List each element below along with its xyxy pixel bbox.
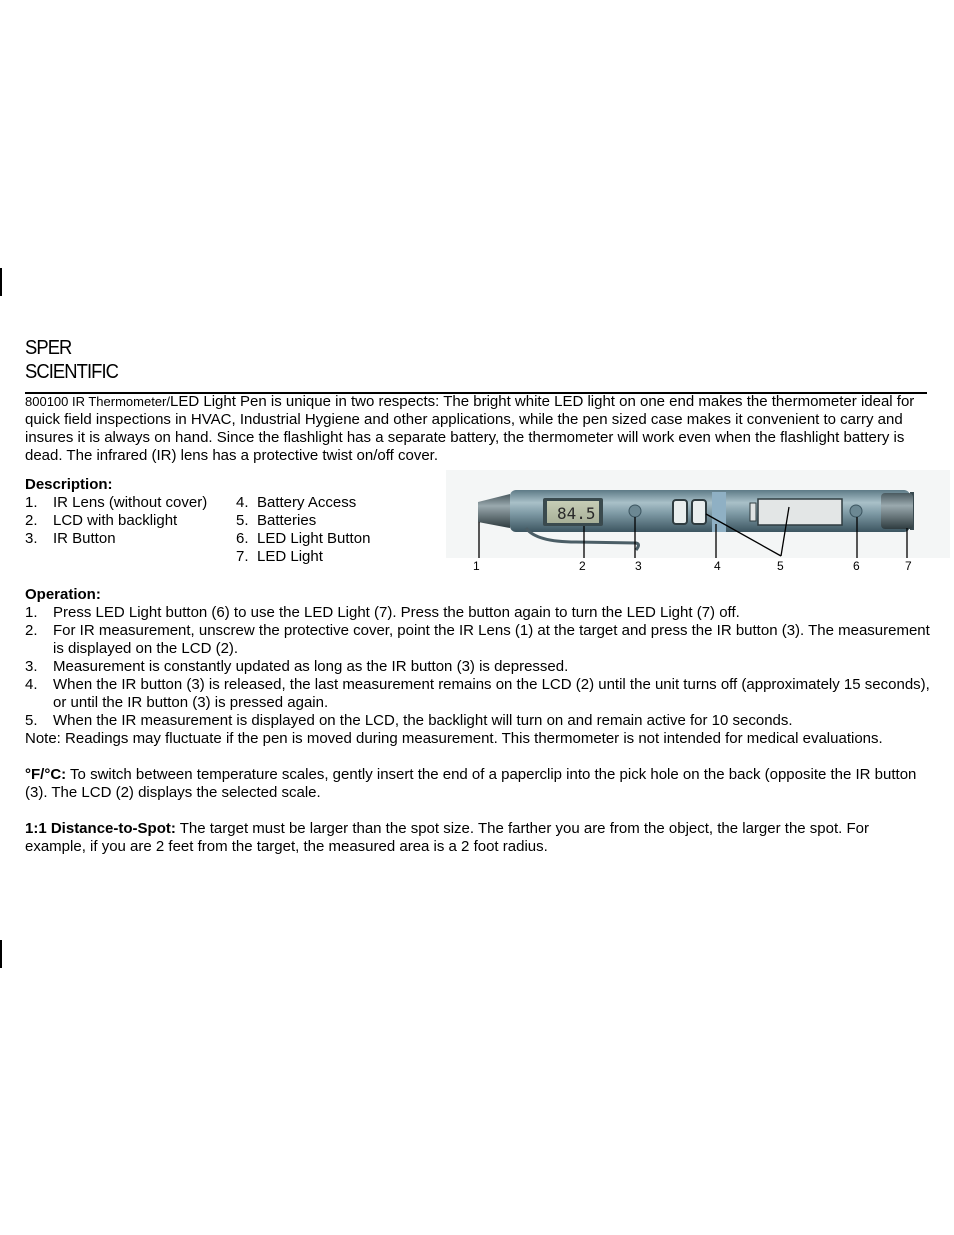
- logo-line-1: SPER: [25, 337, 72, 359]
- battery-access-1: [673, 500, 687, 524]
- intro-paragraph: [25, 393, 930, 465]
- item-number: 4.: [25, 676, 38, 693]
- callout-6: 6: [853, 559, 860, 573]
- scale-label: °F/°C:: [25, 766, 67, 783]
- item-number: 5.: [25, 712, 38, 729]
- distance-text: The target must be larger than the spot size. The farther you are from the object, the larger the spot. For example, if you are 2 feet from the target, the measured area is a 2 foot radius.: [25, 820, 869, 855]
- list-item: [236, 530, 370, 548]
- operation-list: [25, 604, 930, 748]
- battery-cell: [758, 499, 842, 525]
- item-label: IR Lens (without cover): [53, 494, 208, 511]
- item-text: For IR measurement, unscrew the protective cover, point the IR Lens (1) at the target and press the IR button (3). The measurement is displayed on the LCD (2).: [53, 622, 930, 657]
- led-light: [881, 493, 913, 529]
- scale-text: To switch between temperature scales, gently insert the end of a paperclip into the pick hole on the back (opposite the IR button (3). The LCD (2) displays the selected scale.: [25, 766, 917, 801]
- list-item: [25, 658, 930, 676]
- description-list-2: [236, 494, 370, 566]
- callout-labels: [473, 559, 912, 573]
- list-item: [25, 622, 930, 658]
- item-number: 2.: [25, 512, 38, 529]
- item-text: Press LED Light button (6) to use the LED Light (7). Press the button again to turn the LED Light (7) off.: [53, 604, 740, 621]
- battery-tip: [750, 503, 756, 521]
- item-number: 7.: [236, 548, 249, 565]
- item-label: Batteries: [257, 512, 317, 529]
- item-text: Measurement is constantly updated as long as the IR button (3) is depressed.: [53, 658, 569, 675]
- lcd-reading: 84.5: [557, 504, 596, 523]
- list-item: [236, 548, 370, 566]
- item-label: IR Button: [53, 530, 116, 547]
- list-item: [25, 676, 930, 712]
- item-number: 6.: [236, 530, 249, 547]
- operation-note: Note: Readings may fluctuate if the pen is moved during measurement. This thermometer is not intended for medical evaluations.: [25, 730, 883, 747]
- list-item: [25, 512, 207, 530]
- item-number: 1.: [25, 494, 38, 511]
- description-list-1: [25, 494, 207, 548]
- list-item: [25, 494, 207, 512]
- callout-5: 5: [777, 559, 784, 573]
- callout-2: 2: [579, 559, 586, 573]
- callout-4: 4: [714, 559, 721, 573]
- item-number: 5.: [236, 512, 249, 529]
- item-label: LCD with backlight: [53, 512, 178, 529]
- list-item: [25, 604, 930, 622]
- led-light-button: [850, 505, 862, 517]
- scale-paragraph: [25, 766, 930, 802]
- item-text: When the IR measurement is displayed on the LCD, the backlight will turn on and remain active for 10 seconds.: [53, 712, 793, 729]
- item-text: When the IR button (3) is released, the last measurement remains on the LCD (2) until the unit turns off (approximately 15 seconds), or until the IR button (3) is pressed again.: [53, 676, 930, 711]
- item-number: 3.: [25, 658, 38, 675]
- distance-paragraph: [25, 820, 930, 856]
- distance-label: 1:1 Distance-to-Spot:: [25, 820, 176, 837]
- list-item: [25, 712, 930, 730]
- ir-button: [629, 505, 641, 517]
- intro-text: LED Light Pen is unique in two respects: The bright white LED light on one end makes the thermometer ideal for quick field inspections in HVAC, Industrial Hygiene and other applications, while the pen sized case makes it convenient to carry and insures it is always on hand. Since the flashlight has a separate battery, the thermometer will work even when the flashlight battery is dead. The infrared (IR) lens has a protective twist on/off cover.: [25, 393, 915, 464]
- crop-mark-top: [0, 268, 2, 296]
- list-item: [25, 530, 207, 548]
- item-number: 1.: [25, 604, 38, 621]
- battery-access-2: [692, 500, 706, 524]
- brand-logo: [25, 336, 118, 384]
- collar: [712, 492, 726, 532]
- item-label: LED Light: [257, 548, 323, 565]
- logo-line-2: SCIENTIFIC: [25, 361, 119, 383]
- list-item: [236, 494, 370, 512]
- callout-7: 7: [905, 559, 912, 573]
- list-item: [236, 512, 370, 530]
- crop-mark-bottom: [0, 940, 2, 968]
- item-label: Battery Access: [257, 494, 357, 511]
- operation-heading: Operation:: [25, 586, 101, 603]
- item-number: 3.: [25, 530, 38, 547]
- pen-diagram: [446, 470, 950, 580]
- item-number: 4.: [236, 494, 249, 511]
- callout-1: 1: [473, 559, 480, 573]
- description-heading: Description:: [25, 476, 113, 493]
- callout-3: 3: [635, 559, 642, 573]
- item-label: LED Light Button: [257, 530, 371, 547]
- model-name: 800100 IR Thermometer/: [25, 394, 170, 409]
- item-number: 2.: [25, 622, 38, 639]
